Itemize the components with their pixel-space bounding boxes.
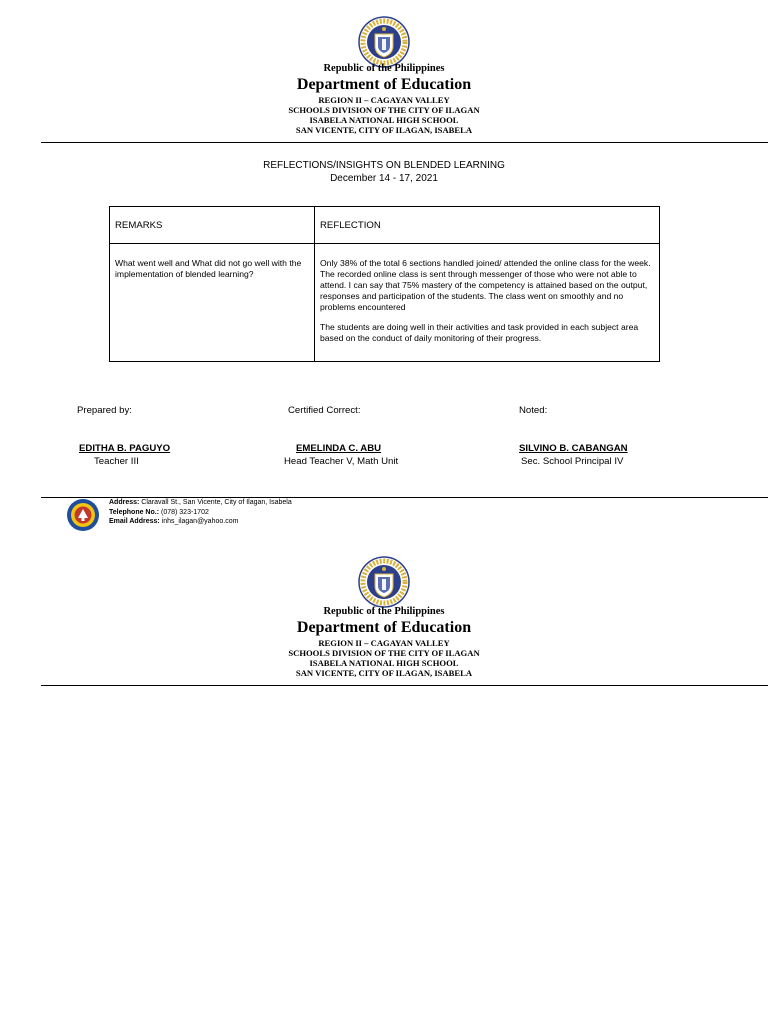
reflection-header: REFLECTION [315, 207, 660, 244]
republic-heading: Republic of the Philippines [323, 63, 445, 74]
deped-seal-icon [358, 16, 410, 68]
prepared-by-label: Prepared by: [77, 405, 132, 416]
remarks-cell [110, 244, 315, 362]
reflection-paragraph-2: The students are doing well in their activities and task provided in each subject area based on the conduct of daily monitoring of their progress. [320, 322, 639, 343]
school-logo-icon [66, 498, 100, 532]
republic-heading: Republic of the Philippines [323, 606, 445, 617]
footer-address-line: Address: Claravall St., San Vicente, City of Ilagan, Isabela [109, 499, 292, 506]
school-address-heading: SAN VICENTE, CITY OF ILAGAN, ISABELA [295, 668, 473, 678]
table-row [110, 244, 660, 362]
footer-contact [109, 498, 292, 527]
certified-correct-label: Certified Correct: [288, 405, 361, 416]
school-address-heading: SAN VICENTE, CITY OF ILAGAN, ISABELA [295, 125, 473, 135]
certifier-name: EMELINDA C. ABU [296, 443, 382, 454]
department-heading: Department of Education [296, 619, 472, 636]
school-heading: ISABELA NATIONAL HIGH SCHOOL [309, 658, 459, 668]
document-title: REFLECTIONS/INSIGHTS ON BLENDED LEARNING [263, 160, 505, 171]
region-heading: REGION II – CAGAYAN VALLEY [318, 95, 450, 105]
remarks-header: REMARKS [110, 207, 315, 244]
reflection-table [109, 206, 660, 362]
reflection-paragraph-1: Only 38% of the total 6 sections handled joined/ attended the online class for the week. The recorded online class is sent through messenger of those who were not able to attend. I can say that 75% mastery of the competency is attained based on the output, responses and participation of the students. The class went on smoothly and no problems encountered [320, 258, 651, 312]
noted-label: Noted: [519, 405, 548, 416]
noter-title: Sec. School Principal IV [521, 456, 624, 467]
school-heading: ISABELA NATIONAL HIGH SCHOOL [309, 115, 459, 125]
footer-email-line: Email Address: inhs_ilagan@yahoo.com [109, 518, 239, 525]
division-heading: SCHOOLS DIVISION OF THE CITY OF ILAGAN [288, 105, 480, 115]
department-heading: Department of Education [296, 76, 472, 93]
preparer-title: Teacher III [94, 456, 139, 467]
certifier-title: Head Teacher V, Math Unit [284, 456, 399, 467]
deped-seal-icon [358, 556, 410, 608]
reflection-cell [315, 244, 660, 362]
preparer-name: EDITHA B. PAGUYO [79, 443, 171, 454]
noter-name: SILVINO B. CABANGAN [519, 443, 628, 454]
table-header-row [110, 207, 660, 244]
footer-phone-line: Telephone No.: (078) 323-1702 [109, 508, 209, 516]
document-date: December 14 - 17, 2021 [330, 173, 438, 184]
header-divider [41, 142, 768, 143]
region-heading: REGION II – CAGAYAN VALLEY [318, 638, 450, 648]
header-divider [41, 685, 768, 686]
division-heading: SCHOOLS DIVISION OF THE CITY OF ILAGAN [288, 648, 480, 658]
remarks-question: What went well and What did not go well with the implementation of blended learning? [115, 258, 302, 279]
